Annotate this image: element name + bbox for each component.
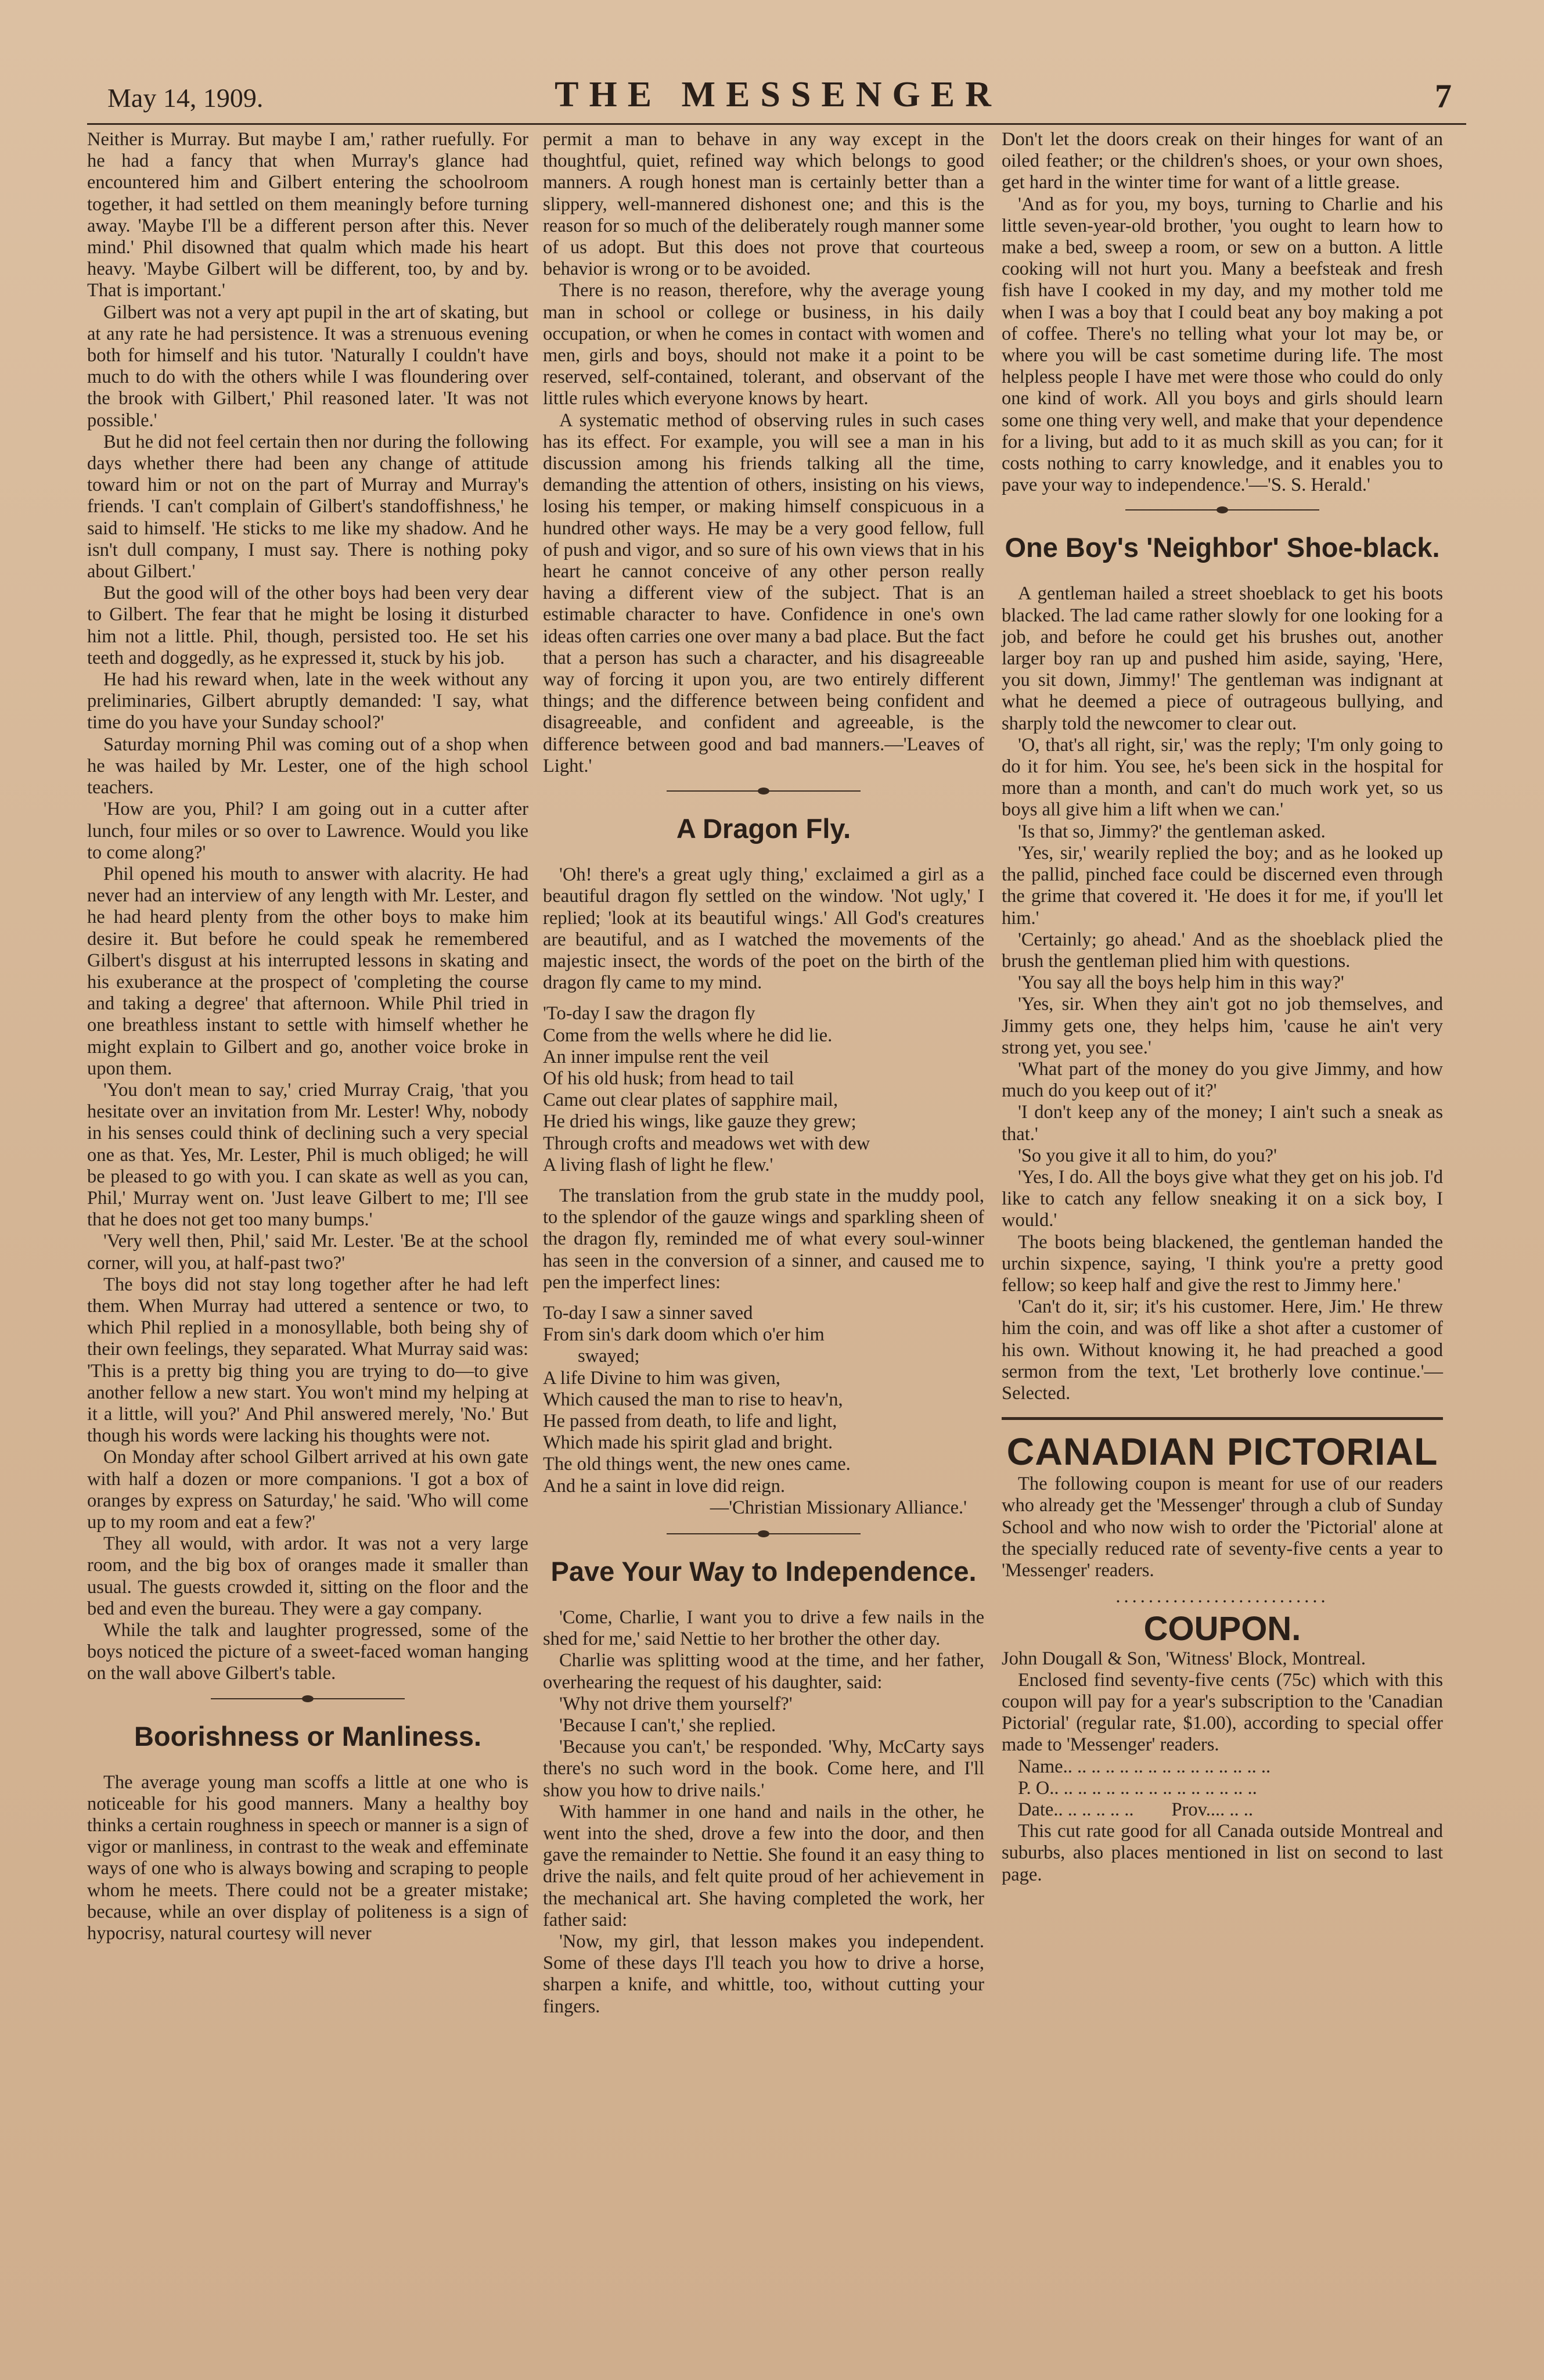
name-field[interactable]: Name.. .. .. .. .. .. .. .. .. .. .. .. .. .. .. bbox=[1018, 1756, 1271, 1777]
canadian-pictorial-heading: CANADIAN PICTORIAL bbox=[1006, 1430, 1438, 1473]
verse-line: Which caused the man to rise to heav'n, bbox=[543, 1389, 843, 1410]
article-paragraph: 'You say all the boys help him in this way?' bbox=[1018, 972, 1344, 994]
article-paragraph: 'Because you can't,' be responded. 'Why, McCarty says there's no such word in the book. Come here, and I'll show you how to drive nails.' bbox=[543, 1737, 984, 1801]
story-paragraph: On Monday after school Gilbert arrived at his own gate with half a dozen or more companions. 'I got a box of oranges by express on Saturday,' he said. 'Who will come up to my room and eat a few?' bbox=[87, 1447, 528, 1533]
article-paragraph: A systematic method of observing rules in such cases has its effect. For example, you will see a man in his discussion among his friends talking all the time, demanding the attention of others, insisting on his views, losing his temper, or making himself conspicuous in a hundred other ways. He may be a very good fellow, full of push and vigor, and so sure of his own views that in his heart he cannot conceive of any other person really having a different view of the subject. That is an estimable character to have. Confidence in one's own ideas often carries one over many a bad place. But the fact that a person has such a character, and his disagreeable way of forcing it upon you, are two entirely different things; and the difference between being confident and disagreeable, and confident and agreeable, is the difference between good and bad manners.—'Leaves of Light.' bbox=[543, 409, 984, 776]
article-paragraph: A gentleman hailed a street shoeblack to get his boots blacked. The lad came rather slowly for one looking for a job, and before he could get his brushes out, another larger boy ran up and pushed him aside, saying, 'Here, you sit down, Jimmy!' The gentleman was indignant at what he deemed a piece of outrageous bullying, and sharply told the newcomer to clear out. bbox=[1002, 583, 1443, 734]
story-paragraph: Saturday morning Phil was coming out of a shop when he was hailed by Mr. Lester, one of the high school teachers. bbox=[87, 734, 528, 799]
verse-line: Which made his spirit glad and bright. bbox=[543, 1432, 833, 1454]
verse-line: Came out clear plates of sapphire mail, bbox=[543, 1090, 838, 1111]
verse-line: He passed from death, to life and light, bbox=[543, 1410, 837, 1432]
heavy-rule bbox=[1002, 1417, 1443, 1420]
story-paragraph: 'Very well then, Phil,' said Mr. Lester. 'Be at the school corner, will you, at half-past two?' bbox=[87, 1231, 528, 1274]
article-paragraph: The average young man scoffs a little at one who is noticeable for his good manners. Many a healthy boy thinks a certain roughness in speech or manner is a sign of vigor or manliness, in contrast to the weak and effeminate ways of one who is always bowing and scraping to people whom he meets. There could not be a greater mistake; because, while an over display of politeness is a sign of hypocrisy, natural courtesy will never bbox=[87, 1771, 528, 1944]
article-paragraph: The translation from the grub state in the muddy pool, to the splendor of the gauze wings and sparkling sheen of the dragon fly, reminded me of what every soul-winner has seen in the conversion of a sinner, and caused me to pen the imperfect lines: bbox=[543, 1185, 984, 1293]
story-paragraph: He had his reward when, late in the week without any preliminaries, Gilbert abruptly demanded: 'I say, what time do you have your Sunday school?' bbox=[87, 669, 528, 734]
article-paragraph: permit a man to behave in any way except in the thoughtful, quiet, refined way which belongs to good manners. A rough honest man is certainly better than a slippery, well-mannered dishonest one; and this is the reason for so much of the deliberately rough manner some of us adopt. But this does not prove that courteous behavior is wrong or to be avoided. bbox=[543, 129, 984, 280]
article-paragraph: 'Oh! there's a great ugly thing,' exclaimed a girl as a beautiful dragon fly settled on the window. 'Not ugly,' I replied; 'look at its beautiful wings.' All God's creatures are beautiful, and as I watched the movements of the majestic insect, the words of the poet on the birth of the dragon fly came to my mind. bbox=[543, 864, 984, 994]
article-paragraph: 'I don't keep any of the money; I ain't such a sneak as that.' bbox=[1002, 1102, 1443, 1145]
coupon-body: Enclosed find seventy-five cents (75c) which with this coupon will pay for a year's subscription to the 'Canadian Pictorial' (regular rate, $1.00), according to special offer made to 'Messenger' readers. bbox=[1002, 1669, 1443, 1756]
section-ornament bbox=[87, 1693, 528, 1705]
section-ornament bbox=[1002, 504, 1443, 516]
article-paragraph: 'Why not drive them yourself?' bbox=[559, 1693, 793, 1714]
story-paragraph: But he did not feel certain then nor during the following days whether there had been any change of attitude toward him or not on the part of Murray and Murray's friends. 'I can't complain of Gilbert's standoffishness,' he said to himself. 'He sticks to me like my shadow. And he isn't dull company, I must say. There is nothing poky about Gilbert.' bbox=[87, 431, 528, 583]
article-paragraph: 'And as for you, my boys, turning to Charlie and his little seven-year-old brother, 'you ought to learn how to make a bed, sweep a room, or sew on a button. A little cooking will not hurt you. Many a beefsteak and fresh fish have I cooked in my day, and my mother told me when I was a boy that I could beat any boy making a pot of coffee. There's no telling what your lot may be, or where you will be cast sometime during life. The most helpless people I have met were those who could do only one kind of work. All you boys and girls should learn some one thing very well, and make that your dependence for a living, but add to it as much skill as you can; for it costs nothing to carry knowledge, and it enables you to pave your way to independence.'—'S. S. Herald.' bbox=[1002, 193, 1443, 496]
verse-line: An inner impulse rent the veil bbox=[543, 1046, 769, 1067]
verse-line: swayed; bbox=[578, 1346, 640, 1367]
coupon-heading: COUPON. bbox=[1143, 1610, 1301, 1648]
verse-line: And he a saint in love did reign. bbox=[543, 1475, 785, 1497]
dotted-divider: .......................... bbox=[1115, 1586, 1329, 1608]
article-heading-pave: Pave Your Way to Independence. bbox=[550, 1555, 977, 1587]
story-paragraph: 'How are you, Phil? I am going out in a cutter after lunch, four miles or so over to Lawrence. Would you like to come along?' bbox=[87, 799, 528, 863]
story-paragraph: The boys did not stay long together after he had left them. When Murray had uttered a sentence or two, to which Phil replied in a monosyllable, both being shy of their own feelings, they separated. What Murray said was: 'This is a pretty big thing you are trying to do—to give another fellow a new start. You won't mind my helping at it a little, will you?' And Phil answered merely, 'No.' But though his words were lacking his thoughts were not. bbox=[87, 1274, 528, 1447]
article-heading-boorishness: Boorishness or Manliness. bbox=[134, 1720, 482, 1752]
article-paragraph: 'Because I can't,' she replied. bbox=[559, 1715, 776, 1736]
poem-verse-2 bbox=[543, 1303, 984, 1519]
verse-line: 'To-day I saw the dragon fly bbox=[543, 1003, 755, 1024]
column-2 bbox=[543, 129, 984, 2018]
article-paragraph: 'Yes, sir,' wearily replied the boy; and as he looked up the pallid, pinched face could be discerned even through the grime that covered it. 'He does it for me, if you'll let him.' bbox=[1002, 842, 1443, 929]
verse-line: He dried his wings, like gauze they grew; bbox=[543, 1111, 856, 1133]
article-paragraph: 'Come, Charlie, I want you to drive a few nails in the shed for me,' said Nettie to her brother the other day. bbox=[543, 1606, 984, 1650]
verse-line: To-day I saw a sinner saved bbox=[543, 1302, 753, 1324]
verse-line: A living flash of light he flew.' bbox=[543, 1154, 773, 1175]
article-paragraph: Don't let the doors creak on their hinges for want of an oiled feather; or the children's shoes, or your own shoes, get hard in the winter time for want of a little grease. bbox=[1002, 129, 1443, 193]
verse-line: From sin's dark doom which o'er him bbox=[543, 1324, 825, 1346]
page-header bbox=[87, 74, 1469, 121]
po-field[interactable]: P. O.. .. .. .. .. .. .. .. .. .. .. .. .. .. .. bbox=[1018, 1777, 1257, 1799]
section-ornament bbox=[543, 785, 984, 797]
article-paragraph: 'Yes, I do. All the boys give what they get on his job. I'd like to catch any fellow sneaking it on a sick boy, I would.' bbox=[1002, 1166, 1443, 1231]
story-paragraph: But the good will of the other boys had been very dear to Gilbert. The fear that he might be losing it disturbed him not a little. Phil, though, persisted too. He set his teeth and doggedly, as he expressed it, stuck by his job. bbox=[87, 583, 528, 668]
column-1 bbox=[87, 129, 528, 1944]
article-paragraph: 'What part of the money do you give Jimmy, and how much do you keep out of it?' bbox=[1002, 1058, 1443, 1102]
article-paragraph: 'Can't do it, sir; it's his customer. Here, Jim.' He threw him the coin, and was off like a shot after a customer of his own. Without knowing it, he had preached a good sermon from the text, 'Let brotherly love continue.'—Selected. bbox=[1002, 1296, 1443, 1404]
date-field[interactable]: Date.. .. .. .. .. .. bbox=[1018, 1799, 1134, 1821]
article-paragraph: With hammer in one hand and nails in the other, he went into the shed, drove a few into the door, and then gave the remainder to Nettie. She found it an easy thing to drive the nails, and felt quite proud of her achievement in the mechanical art. She having completed the work, her father said: bbox=[543, 1801, 984, 1930]
section-ornament bbox=[543, 1528, 984, 1540]
story-paragraph: Gilbert was not a very apt pupil in the art of skating, but at any rate he had persistence. It was a strenuous evening both for himself and his tutor. 'Naturally I couldn't have much to do with the others while I was floundering over the brook with Gilbert,' Phil reasoned later. 'It was not possible.' bbox=[87, 301, 528, 431]
verse-line: Come from the wells where he did lie. bbox=[543, 1024, 833, 1046]
page-number: 7 bbox=[1435, 77, 1452, 115]
verse-line: Of his old husk; from head to tail bbox=[543, 1067, 794, 1089]
article-paragraph: 'Is that so, Jimmy?' the gentleman asked. bbox=[1018, 821, 1326, 842]
story-paragraph: They all would, with ardor. It was not a very large room, and the big box of oranges made it smaller than usual. The guests crowded it, sitting on the floor and the bed and even the bureau. They were a gay company. bbox=[87, 1533, 528, 1619]
coupon-address: John Dougall & Son, 'Witness' Block, Montreal. bbox=[1002, 1648, 1366, 1669]
verse-line: A life Divine to him was given, bbox=[543, 1367, 780, 1389]
article-heading-shoeblack: One Boy's 'Neighbor' Shoe-black. bbox=[1005, 532, 1440, 563]
article-paragraph: 'Yes, sir. When they ain't got no job themselves, and Jimmy gets one, they helps him, 'cause he ain't very strong yet, you see.' bbox=[1002, 994, 1443, 1058]
prov-field[interactable]: Prov.... .. .. bbox=[1171, 1799, 1254, 1821]
article-paragraph: 'O, that's all right, sir,' was the reply; 'I'm only going to do it for him. You see, he's been sick in the hospital for more than a month, and can't do much work yet, so us boys all give him a lift when we can.' bbox=[1002, 734, 1443, 821]
date-prov-row bbox=[1002, 1799, 1443, 1821]
article-paragraph: There is no reason, therefore, why the average young man in school or college or business, in his daily occupation, or when he comes in contact with women and men, girls and boys, should not make it a point to be reserved, self-contained, tolerant, and observant of the little rules which everyone knows by heart. bbox=[543, 280, 984, 409]
article-paragraph: Charlie was splitting wood at the time, and her father, overhearing the request of his daughter, said: bbox=[543, 1650, 984, 1693]
verse-line: Through crofts and meadows wet with dew bbox=[543, 1133, 870, 1154]
coupon-footer: This cut rate good for all Canada outside Montreal and suburbs, also places mentioned in list on second to last page. bbox=[1002, 1821, 1443, 1885]
story-paragraph: While the talk and laughter progressed, some of the boys noticed the picture of a sweet-faced woman hanging on the wall above Gilbert's table. bbox=[87, 1620, 528, 1684]
story-paragraph: Phil opened his mouth to answer with alacrity. He had never had an interview of any length with Mr. Lester, and he had heard plenty from the other boys to make him desire it. But before he could speak he remembered Gilbert's disgust at his interrupted lessons in skating and his exuberance at the prospect of 'completing the course and taking a degree' that afternoon. While Phil tried in one breathless instant to settle with himself whether he might explain to Gilbert and go, another voice broke in upon them. bbox=[87, 863, 528, 1079]
article-paragraph: 'Now, my girl, that lesson makes you independent. Some of these days I'll teach you how to drive a horse, sharpen a knife, and whittle, too, without cutting your fingers. bbox=[543, 1931, 984, 2017]
story-paragraph: Neither is Murray. But maybe I am,' rather ruefully. For he had a fancy that when Murray's glance had encountered him and Gilbert entering the schoolroom together, it had settled on them meaningly before turning away. 'Maybe I'll be a different person after this. Never mind.' Phil disowned that qualm which made his heart heavy. 'Maybe Gilbert will be different, too, by and by. That is important.' bbox=[87, 129, 528, 301]
column-3 bbox=[1002, 129, 1443, 1886]
attribution: —'Christian Missionary Alliance.' bbox=[710, 1497, 967, 1518]
poem-verse-1 bbox=[543, 1003, 984, 1176]
masthead-title: THE MESSENGER bbox=[555, 75, 1002, 114]
article-paragraph: 'Certainly; go ahead.' And as the shoeblack plied the brush the gentleman plied him with questions. bbox=[1002, 929, 1443, 972]
article-heading-dragon-fly: A Dragon Fly. bbox=[676, 813, 851, 844]
pictorial-intro: The following coupon is meant for use of our readers who already get the 'Messenger' through a club of Sunday School and who now wish to order the 'Pictorial' alone at the specially reduced rate of seventy-five cents a year to 'Messenger' readers. bbox=[1002, 1473, 1443, 1581]
issue-date: May 14, 1909. bbox=[107, 83, 264, 113]
verse-line: The old things went, the new ones came. bbox=[543, 1454, 851, 1475]
story-paragraph: 'You don't mean to say,' cried Murray Craig, 'that you hesitate over an invitation from Mr. Lester! Why, nobody in his senses could think of declining such a very special one as that. Yes, Mr. Lester, Phil is much obliged; he will be pleased to go with you. I can skate as well as you can, Phil,' Murray went on. 'Just leave Gilbert to me; I'll see that he does not get too many bumps.' bbox=[87, 1079, 528, 1231]
article-paragraph: 'So you give it all to him, do you?' bbox=[1018, 1145, 1277, 1166]
article-paragraph: The boots being blackened, the gentleman handed the urchin sixpence, saying, 'I think you're a pretty good fellow; so keep half and give the rest to Jimmy here.' bbox=[1002, 1231, 1443, 1296]
header-rule bbox=[87, 123, 1466, 125]
